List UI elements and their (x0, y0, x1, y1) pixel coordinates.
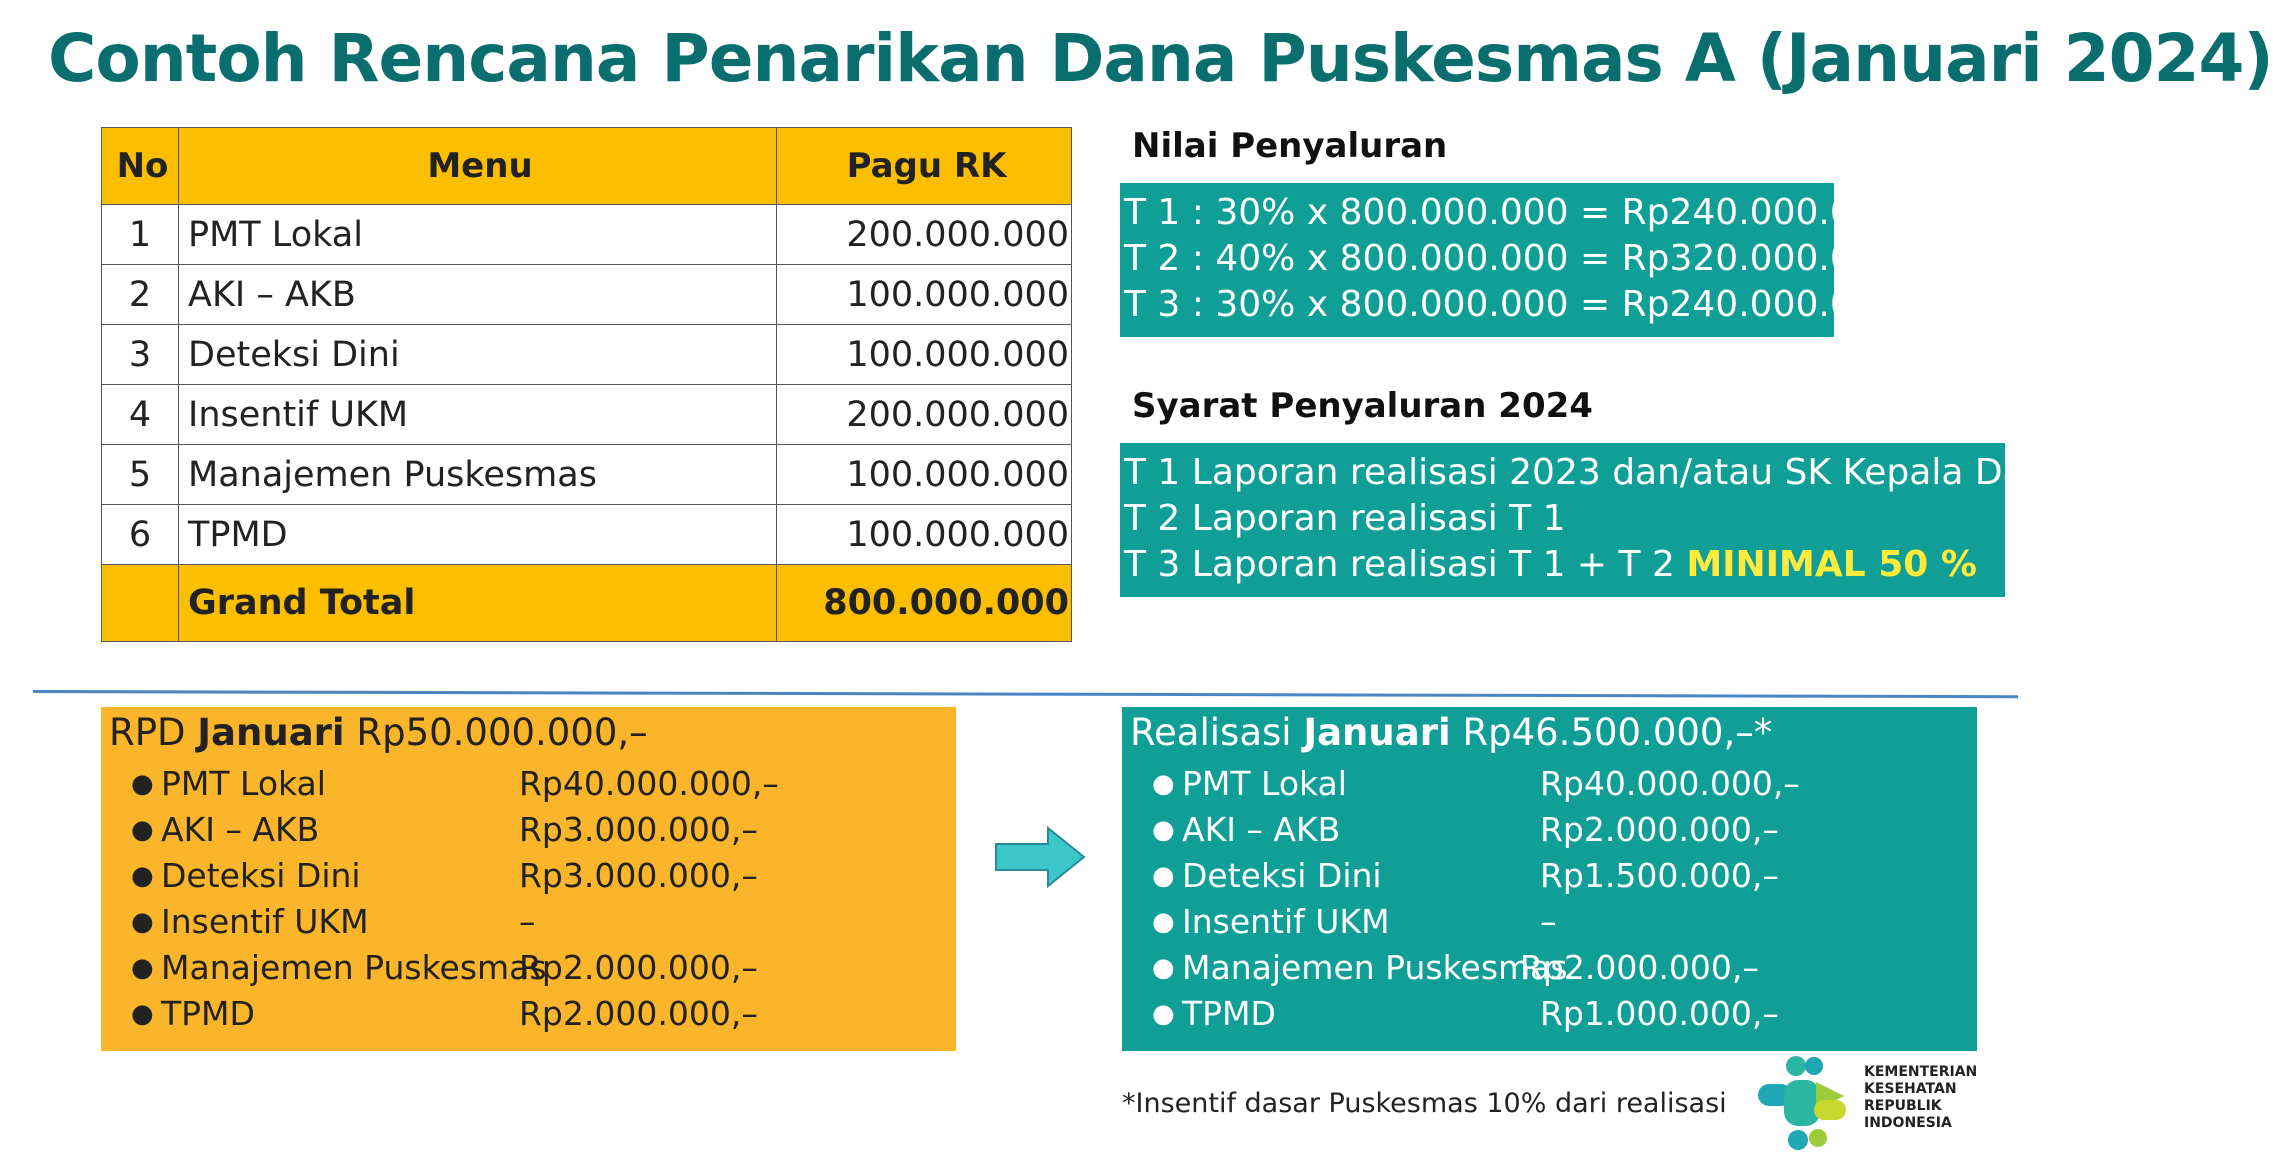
nilai-penyaluran-box (1120, 183, 1928, 337)
row-menu: TPMD (179, 505, 777, 565)
item-amount: Rp40.000.000,– (519, 764, 779, 803)
nilai-line-t1: T 1 : 30% x 800.000.000 = Rp240.000.000,– (1124, 192, 1928, 233)
rpd-item-list (101, 761, 956, 1037)
rpd-amount: Rp50.000.000,– (344, 711, 648, 754)
list-item (1122, 761, 1977, 807)
item-amount: Rp3.000.000,– (519, 810, 758, 849)
syarat-line-t3-text: T 3 Laporan realisasi T 1 + T 2 (1124, 544, 1687, 585)
table-row (102, 385, 1072, 445)
list-item (101, 807, 956, 853)
right-arrow-icon (994, 826, 1086, 888)
table-header-row (102, 128, 1072, 205)
realisasi-heading (1130, 711, 1772, 754)
item-amount: Rp2.000.000,– (1520, 948, 1759, 987)
header-menu: Menu (179, 128, 777, 205)
row-pagu: 200.000.000 (777, 385, 1072, 445)
list-item (101, 853, 956, 899)
syarat-penyaluran-box (1120, 443, 2107, 597)
item-label: Deteksi Dini (1182, 856, 1382, 895)
list-item (1122, 853, 1977, 899)
list-item (101, 991, 956, 1037)
item-label: Insentif UKM (1182, 902, 1390, 941)
item-label: PMT Lokal (1182, 764, 1347, 803)
total-no-cell (102, 565, 179, 642)
row-no: 2 (102, 265, 179, 325)
grand-total-row (102, 565, 1072, 642)
row-no: 4 (102, 385, 179, 445)
item-label: Manajemen Puskesmas (1182, 948, 1568, 987)
row-menu: Manajemen Puskesmas (179, 445, 777, 505)
item-label: AKI – AKB (1182, 810, 1341, 849)
bullet-icon: ● (1152, 861, 1175, 891)
row-menu: Deteksi Dini (179, 325, 777, 385)
logo-text (1864, 1064, 1977, 1132)
nilai-line-t3: T 3 : 30% x 800.000.000 = Rp240.000.000,– (1124, 284, 1928, 325)
item-amount: – (1540, 902, 1557, 941)
syarat-penyaluran-label: Syarat Penyaluran 2024 (1132, 386, 1593, 426)
item-amount: Rp2.000.000,– (519, 948, 758, 987)
item-label: Deteksi Dini (161, 856, 361, 895)
rpd-box (101, 707, 956, 1051)
logo-line: KESEHATAN (1864, 1081, 1957, 1097)
table-row (102, 265, 1072, 325)
bullet-icon: ● (1152, 999, 1175, 1029)
syarat-line-t3 (1124, 542, 2005, 588)
bullet-icon: ● (131, 815, 154, 845)
item-label: Manajemen Puskesmas (161, 948, 547, 987)
rpd-month: Januari (197, 711, 345, 754)
list-item (101, 945, 956, 991)
table-row (102, 205, 1072, 265)
row-menu: AKI – AKB (179, 265, 777, 325)
header-pagu: Pagu RK (777, 128, 1072, 205)
list-item (1122, 991, 1977, 1037)
item-amount: – (519, 902, 536, 941)
syarat-line-t2: T 2 Laporan realisasi T 1 (1124, 498, 1566, 539)
bullet-icon: ● (1152, 953, 1175, 983)
item-label: TPMD (161, 994, 255, 1033)
nilai-line-t2: T 2 : 40% x 800.000.000 = Rp320.000.000,– (1124, 238, 1928, 279)
total-label: Grand Total (179, 565, 777, 642)
row-menu: PMT Lokal (179, 205, 777, 265)
row-menu: Insentif UKM (179, 385, 777, 445)
table-row (102, 325, 1072, 385)
item-amount: Rp1.000.000,– (1540, 994, 1779, 1033)
list-item (1122, 807, 1977, 853)
row-pagu: 100.000.000 (777, 445, 1072, 505)
pagu-rk-table (101, 127, 1072, 642)
footnote: *Insentif dasar Puskesmas 10% dari realisasi (1122, 1088, 1727, 1119)
realisasi-amount: Rp46.500.000,–* (1450, 711, 1773, 754)
row-no: 1 (102, 205, 179, 265)
row-no: 3 (102, 325, 179, 385)
item-amount: Rp1.500.000,– (1540, 856, 1779, 895)
page-title: Contoh Rencana Penarikan Dana Puskesmas A (Januari 2024) (48, 20, 2273, 97)
item-amount: Rp3.000.000,– (519, 856, 758, 895)
realisasi-month: Januari (1303, 711, 1451, 754)
bullet-icon: ● (1152, 815, 1175, 845)
row-pagu: 100.000.000 (777, 325, 1072, 385)
item-label: AKI – AKB (161, 810, 320, 849)
row-no: 6 (102, 505, 179, 565)
logo-line: KEMENTERIAN (1864, 1064, 1978, 1080)
kemenkes-logo-icon (1756, 1052, 1856, 1152)
rpd-prefix: RPD (109, 711, 198, 754)
bullet-icon: ● (131, 953, 154, 983)
list-item (101, 761, 956, 807)
item-amount: Rp2.000.000,– (1540, 810, 1779, 849)
minimal-highlight: MINIMAL 50 % (1686, 544, 1977, 585)
list-item (101, 899, 956, 945)
logo-line: INDONESIA (1864, 1115, 1952, 1131)
table-row (102, 505, 1072, 565)
row-pagu: 100.000.000 (777, 265, 1072, 325)
item-amount: Rp40.000.000,– (1540, 764, 1800, 803)
list-item (1122, 899, 1977, 945)
realisasi-box (1122, 707, 1977, 1051)
bullet-icon: ● (1152, 769, 1175, 799)
bullet-icon: ● (131, 907, 154, 937)
item-label: PMT Lokal (161, 764, 326, 803)
bullet-icon: ● (131, 861, 154, 891)
nilai-penyaluran-label: Nilai Penyaluran (1132, 126, 1448, 166)
bullet-icon: ● (131, 769, 154, 799)
bullet-icon: ● (131, 999, 154, 1029)
row-no: 5 (102, 445, 179, 505)
bullet-icon: ● (1152, 907, 1175, 937)
item-label: Insentif UKM (161, 902, 369, 941)
list-item (1122, 945, 1977, 991)
item-label: TPMD (1182, 994, 1276, 1033)
header-no: No (102, 128, 179, 205)
syarat-line-t1: T 1 Laporan realisasi 2023 dan/atau SK Kepala Daerah (1124, 452, 2107, 493)
item-amount: Rp2.000.000,– (519, 994, 758, 1033)
total-value: 800.000.000 (777, 565, 1072, 642)
realisasi-item-list (1122, 761, 1977, 1037)
section-divider (33, 690, 2018, 698)
row-pagu: 100.000.000 (777, 505, 1072, 565)
realisasi-prefix: Realisasi (1130, 711, 1304, 754)
row-pagu: 200.000.000 (777, 205, 1072, 265)
logo-line: REPUBLIK (1864, 1098, 1942, 1114)
rpd-heading (109, 711, 648, 754)
table-row (102, 445, 1072, 505)
